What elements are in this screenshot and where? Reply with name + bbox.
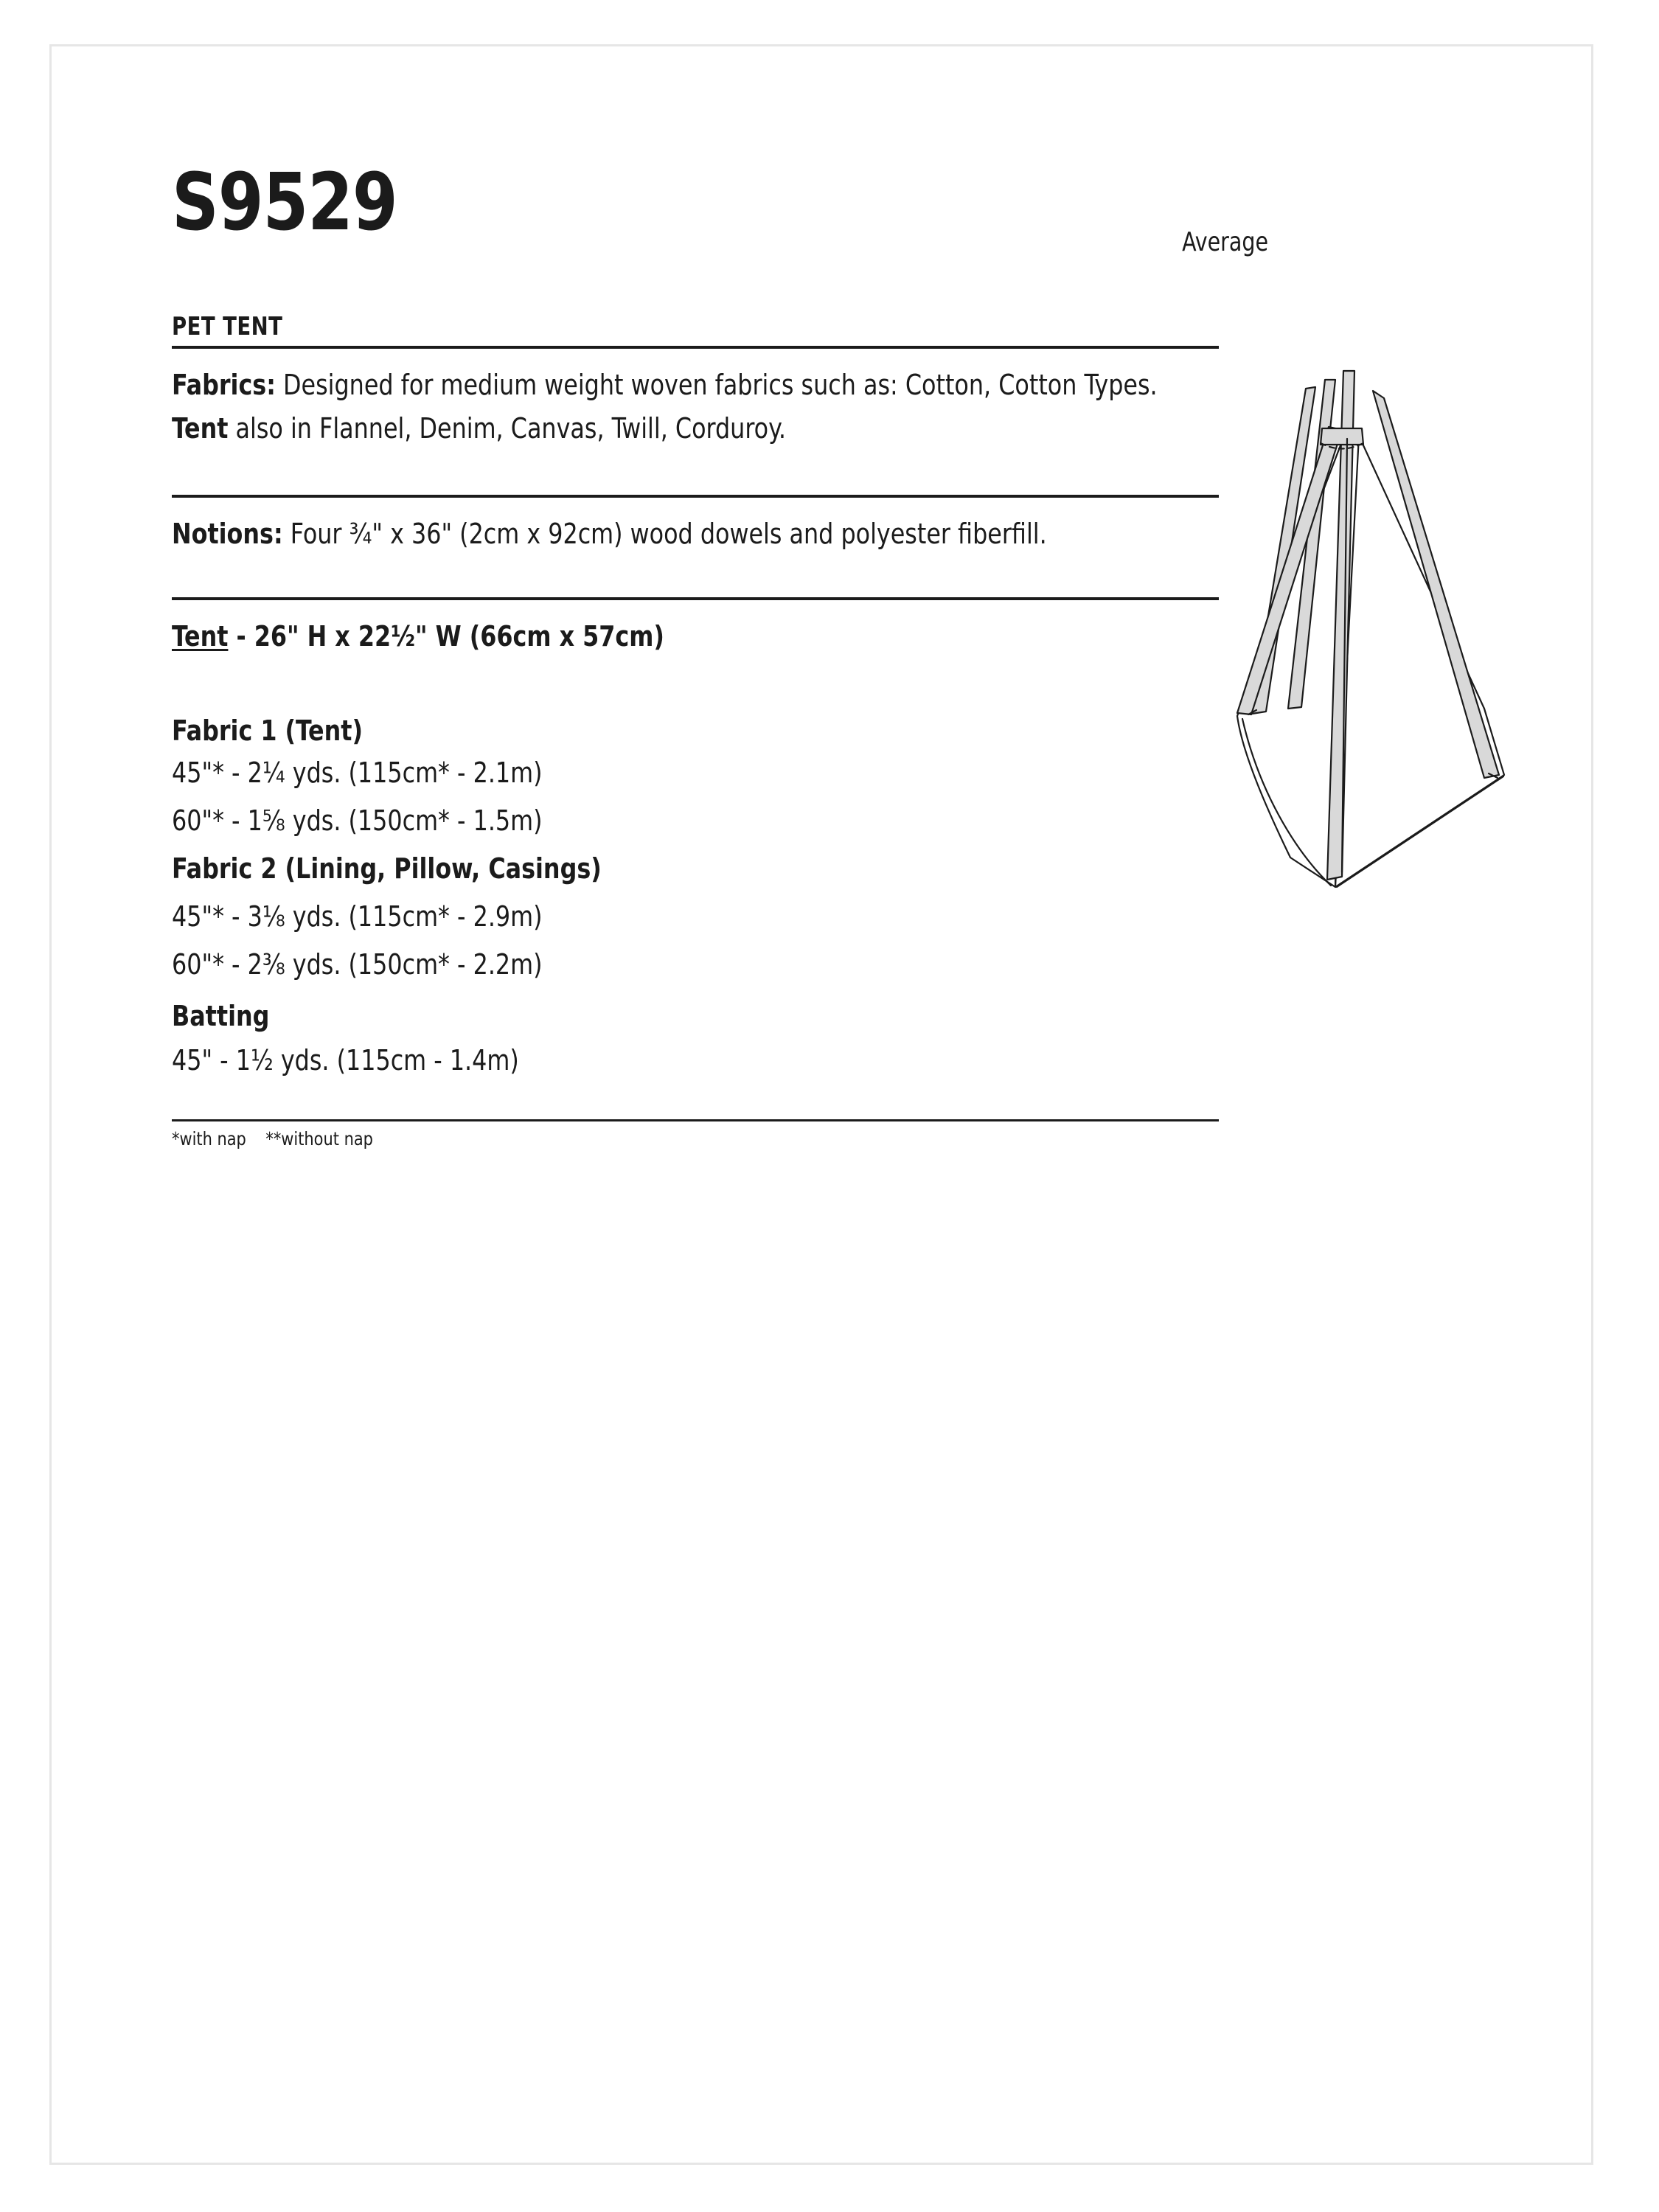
fabrics-tent-label: Tent [172,412,229,445]
finished-measurements [172,620,664,653]
divider-rule-1 [172,346,1219,349]
yardage-row: 45" - 1½ yds. (115cm - 1.4m) [172,1044,519,1077]
nap-footnote: *with nap **without nap [172,1128,373,1150]
notions-line [172,518,1047,550]
pattern-number: S9529 [172,157,397,248]
fabrics-label: Fabrics: [172,369,276,401]
yardage-row: 45"* - 2¼ yds. (115cm* - 2.1m) [172,757,543,789]
measurement-item-label: Tent [172,620,229,653]
yardage-heading-batting: Batting [172,1000,270,1032]
fabrics-text: Designed for medium weight woven fabrics such as: Cotton, Cotton Types. [275,369,1158,401]
divider-rule-4 [172,1119,1219,1121]
notions-text: Four ¾" x 36" (2cm x 92cm) wood dowels and polyester fiberfill. [282,518,1047,550]
yardage-row: 60"* - 2⅜ yds. (150cm* - 2.2m) [172,948,543,981]
pattern-sheet [49,44,1593,2165]
fabrics-tent-text: also in Flannel, Denim, Canvas, Twill, Corduroy. [228,412,786,445]
difficulty-level: Average [1182,227,1268,257]
notions-label: Notions: [172,518,283,550]
tent-top-binding [1321,428,1363,445]
tent-fabric-right-panel [1335,436,1504,887]
yardage-heading-fabric-1: Fabric 1 (Tent) [172,714,364,747]
yardage-heading-fabric-2: Fabric 2 (Lining, Pillow, Casings) [172,852,602,885]
fabrics-line-2 [172,412,786,445]
divider-rule-3 [172,597,1219,600]
garment-title: PET TENT [172,312,283,341]
divider-rule-2 [172,495,1219,498]
fabrics-line-1 [172,369,1158,401]
measurement-dimensions: - 26" H x 22½" W (66cm x 57cm) [228,620,664,653]
pet-tent-illustration [1191,312,1545,902]
yardage-row: 45"* - 3⅛ yds. (115cm* - 2.9m) [172,900,543,933]
tent-line-drawing-icon [1191,312,1545,902]
yardage-row: 60"* - 1⅝ yds. (150cm* - 1.5m) [172,804,543,837]
